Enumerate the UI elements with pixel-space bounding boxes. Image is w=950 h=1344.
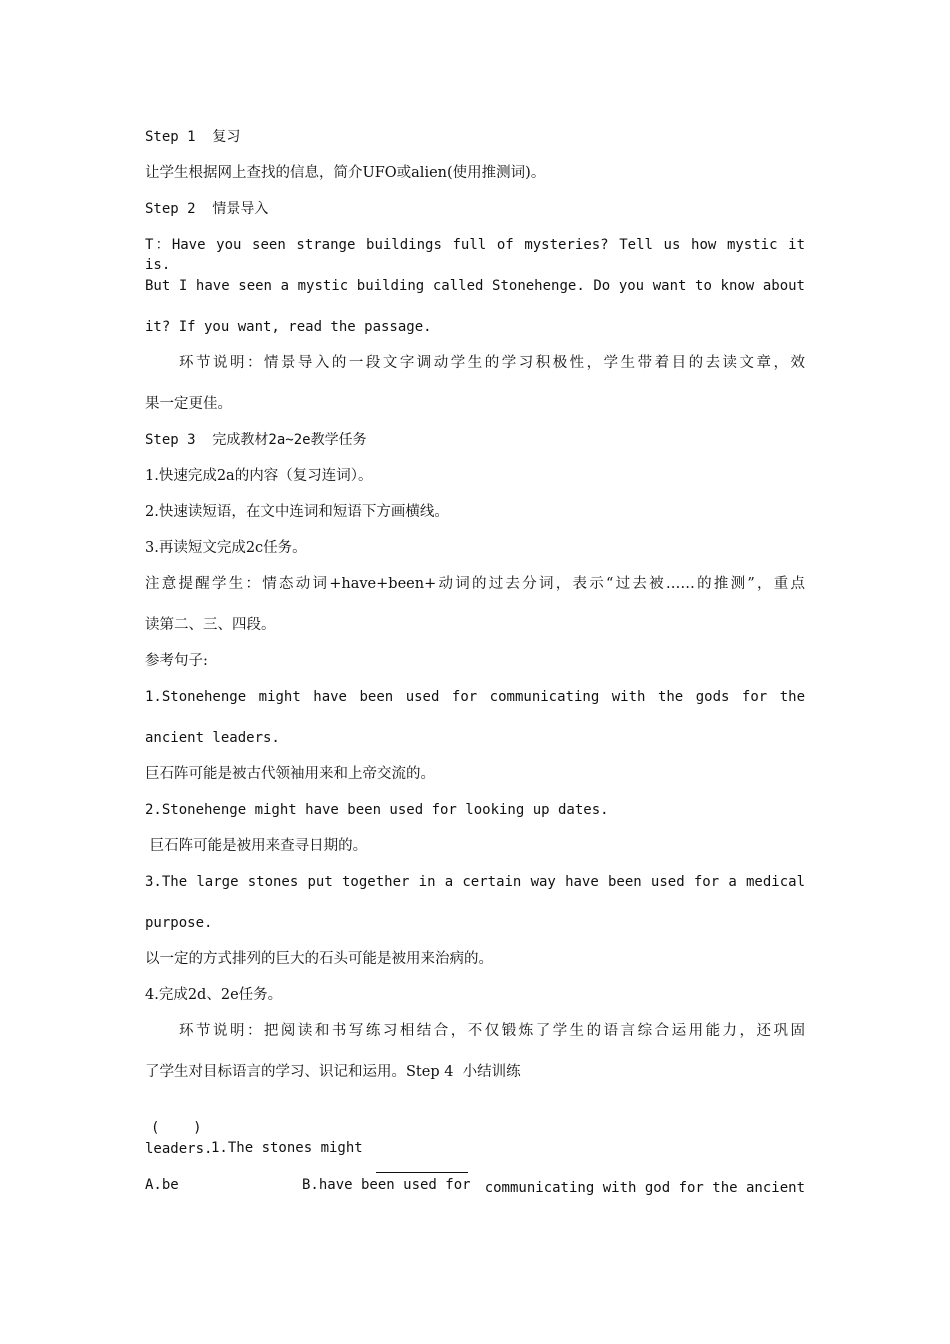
reference-3-line-1: 3.The large stones put together in a certain way have been used for a medical	[145, 874, 805, 890]
step2-note-line-2: 果一定更佳。	[145, 396, 232, 412]
reference-1-line-1: 1.Stonehenge might have been used for communicating with the gods for the	[145, 689, 805, 705]
reference-3-line-2: purpose.	[145, 915, 213, 931]
step2-heading: Step 2 情景导入	[145, 201, 269, 217]
reference-2-translation: 巨石阵可能是被用来查寻日期的。	[145, 838, 368, 854]
step1-text: 让学生根据网上查找的信息，简介UFO或alien(使用推测词)。	[145, 165, 546, 181]
step3-heading: Step 3 完成教材2a~2e教学任务	[145, 432, 367, 448]
option-a: A.be	[145, 1177, 179, 1193]
step3-item-1: 1.快速完成2a的内容（复习连词）。	[145, 468, 373, 484]
option-b: B.have been used for	[302, 1177, 471, 1193]
step3-item-4: 4.完成2d、2e任务。	[145, 987, 283, 1003]
reminder-line-1: 注意提醒学生：情态动词+have+been+动词的过去分词，表示“过去被……的推测”，重点	[145, 576, 805, 592]
step1-heading: Step 1 复习	[145, 129, 241, 145]
answer-blank	[376, 1158, 468, 1173]
reference-1-line-2: ancient leaders.	[145, 730, 280, 746]
step3-item-3: 3.再读短文完成2c任务。	[145, 540, 307, 556]
step3-note-line-2: 了学生对目标语言的学习、识记和运用。Step 4 小结训练	[145, 1064, 521, 1080]
question-1-end: communicating with god for the ancient	[484, 1180, 805, 1196]
answer-parentheses: ( )	[151, 1120, 202, 1136]
step3-note-line-1: 环节说明：把阅读和书写练习相结合，不仅锻炼了学生的语言综合运用能力，还巩固	[179, 1023, 805, 1039]
reference-3-translation: 以一定的方式排列的巨大的石头可能是被用来治病的。	[145, 951, 493, 967]
step2-note-line-1: 环节说明：情景导入的一段文字调动学生的学习积极性，学生带着目的去读文章，效	[179, 355, 805, 371]
reference-2: 2.Stonehenge might have been used for looking up dates.	[145, 802, 609, 818]
step2-line-2: But I have seen a mystic building called Stonehenge. Do you want to know about	[145, 278, 805, 294]
reference-heading: 参考句子:	[145, 653, 208, 669]
step2-line-1: T：Have you seen strange buildings full of mysteries? Tell us how mystic it is.	[145, 237, 805, 273]
reminder-line-2: 读第二、三、四段。	[145, 617, 276, 633]
question-1-continuation: leaders.	[145, 1141, 213, 1157]
question-1-start: 1.The stones might	[211, 1140, 363, 1156]
exercise-question-1	[145, 1098, 805, 1218]
step2-line-3: it? If you want, read the passage.	[145, 319, 432, 335]
step3-item-2: 2.快速读短语，在文中连词和短语下方画横线。	[145, 504, 449, 520]
reference-1-translation: 巨石阵可能是被古代领袖用来和上帝交流的。	[145, 766, 435, 782]
